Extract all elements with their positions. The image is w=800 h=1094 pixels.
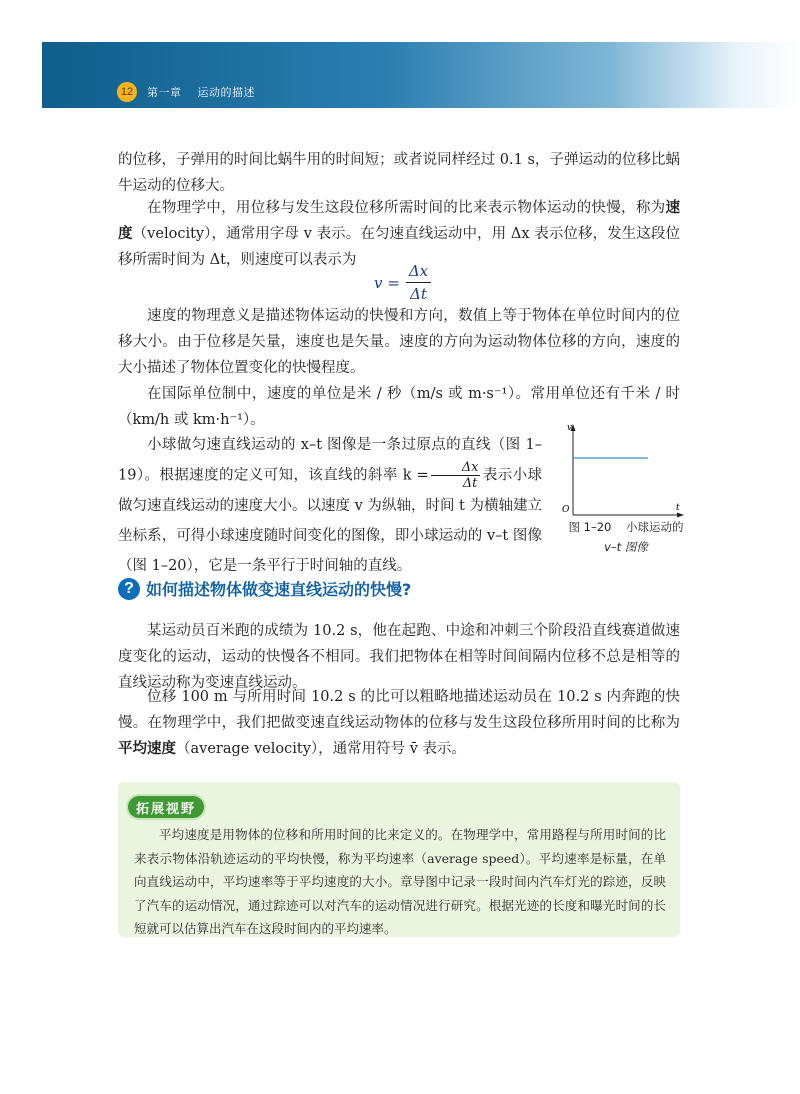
slope-numerator: Δx xyxy=(431,460,481,476)
question-mark-icon: ? xyxy=(118,578,140,600)
figure-caption-line-2: v–t 图像 xyxy=(604,540,648,554)
paragraph-7-text-a: 位移 100 m 与所用时间 10.2 s 的比可以粗略地描述运动员在 10.2 s 内奔跑的快慢。在物理学中，我们把做变速直线运动物体的位移与发生这段位移所用时间的比称为 xyxy=(118,689,680,731)
paragraph-2-text-b: （velocity），通常用字母 v 表示。在匀速直线运动中，用 Δx 表示位移，发生这段位移所需时间为 Δt，则速度可以表示为 xyxy=(118,226,680,268)
paragraph-6: 某运动员百米跑的成绩为 10.2 s，他在起跑、中途和冲刺三个阶段沿直线赛道做速度变化的运动，运动的快慢各不相同。我们把物体在相等时间间隔内位移不总是相等的直线运动称为变速直线运动。 xyxy=(118,623,680,691)
paragraph-7 xyxy=(118,684,680,762)
paragraph-3: 速度的物理意义是描述物体运动的快慢和方向，数值上等于物体在单位时间内的位移大小。由于位移是矢量，速度也是矢量。速度的方向为运动物体位移的方向，速度的大小描述了物体位置变化的快慢程度。 xyxy=(118,308,680,376)
paragraph-2-text-a: 在物理学中，用位移与发生这段位移所需时间的比来表示物体运动的快慢，称为 xyxy=(147,200,666,216)
y-axis-label: v xyxy=(567,423,573,433)
paragraph-5 xyxy=(118,430,542,581)
term-average-velocity: 平均速度 xyxy=(118,740,176,757)
paragraph-5-text-a: 小球做匀速直线运动的 x–t 图像是一条过原点的直线（图 1–19）。根据速度的定义可知，该直线的斜率 k = xyxy=(118,437,542,484)
x-axis-label: t xyxy=(676,503,680,513)
slope-fraction xyxy=(431,460,481,491)
section-heading: 如何描述物体做变速直线运动的快慢? xyxy=(146,580,412,599)
figure-caption xyxy=(556,517,696,557)
slope-denominator: Δt xyxy=(462,476,478,491)
term-velocity: 速度 xyxy=(118,199,680,242)
velocity-formula xyxy=(374,262,431,303)
origin-label: O xyxy=(562,505,570,515)
paragraph-1: 的位移，子弹用的时间比蜗牛用的时间短；或者说同样经过 0.1 s，子弹运动的位移比蜗牛运动的位移大。 xyxy=(118,152,680,194)
chapter-label: 第一章 运动的描述 xyxy=(147,86,255,99)
extension-badge: 拓展视野 xyxy=(128,796,204,818)
formula-numerator: Δx xyxy=(406,262,431,283)
paragraph-5-text-b: 表示小球做匀速直线运动的速度大小。以速度 v 为纵轴，时间 t 为横轴建立坐标系，可得小球速度随时间变化的图像，即小球运动的 v–t 图像（图 1–20），它是一条平行于时间轴的直线。 xyxy=(118,467,543,574)
formula-denominator: Δt xyxy=(410,285,427,303)
page-number-badge: 12 xyxy=(117,82,137,102)
formula-lhs: v = xyxy=(374,273,400,292)
formula-fraction xyxy=(406,262,431,303)
extension-text: 平均速度是用物体的位移和所用时间的比来定义的。在物理学中，常用路程与所用时间的比来表示物体沿轨迹运动的平均快慢，称为平均速率（average speed）。平均速率是标量，在单向直线运动中，平均速率等于平均速度的大小。章导图中记录一段时间内汽车灯光的踪迹，反映了汽车的运动情况，通过踪迹可以对汽车的运动情况进行研究。根据光迹的长度和曝光时间的长短就可以估算出汽车在这段时间内的平均速率。 xyxy=(134,827,666,936)
figure-caption-line-1: 图 1–20 小球运动的 xyxy=(568,520,684,534)
paragraph-7-text-b: （average velocity），通常用符号 v̄ 表示。 xyxy=(176,741,467,757)
paragraph-4: 在国际单位制中，速度的单位是米 / 秒（m/s 或 m·s⁻¹）。常用单位还有千米 / 时（km/h 或 km·h⁻¹）。 xyxy=(118,386,680,428)
